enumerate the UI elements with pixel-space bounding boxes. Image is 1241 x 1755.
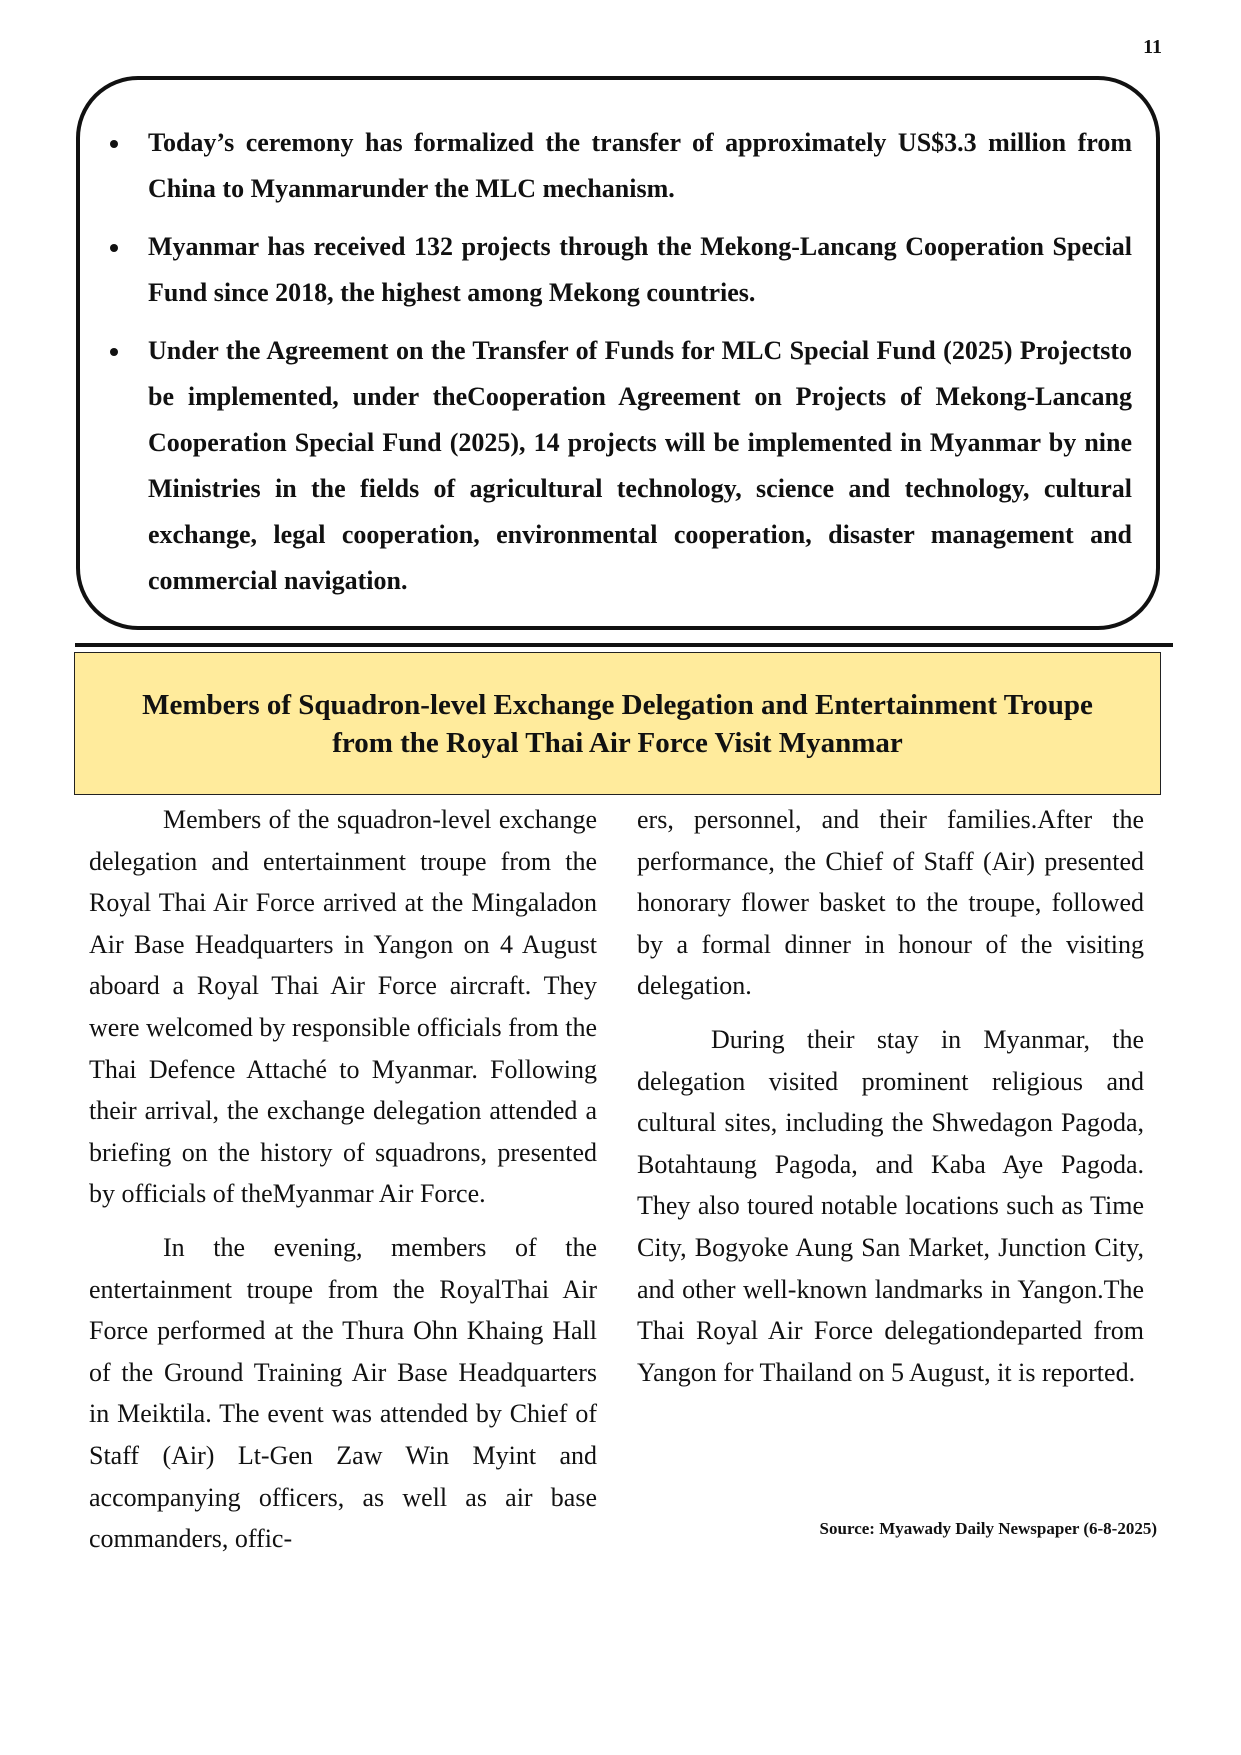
article-headline <box>142 686 1093 762</box>
article-paragraph: ers, personnel, and their families.After the performance, the Chief of Staff (Air) presented honorary flower basket to the troupe, followed by a formal dinner in honour of the visiting delegation. <box>637 805 1144 1001</box>
article-column-left <box>89 799 597 1572</box>
headline-line-2: from the Royal Thai Air Force Visit Myanmar <box>332 726 903 759</box>
article-paragraph: Members of the squadron-level exchange delegation and entertainment troupe from the Royal Thai Air Force arrived at the Mingaladon Air Base Headquarters in Yangon on 4 August aboard a Royal Thai Air Force aircraft. They were welcomed by responsible officials from the Thai Defence Attaché to Myanmar. Following their arrival, the exchange delegation attended a briefing on the history of squadrons, presented by officials of theMyanmar Air Force. <box>89 805 597 1209</box>
highlight-item <box>110 120 1132 212</box>
article-paragraph: During their stay in Myanmar, the delegation visited prominent religious and cultural sites, including the Shwedagon Pagoda, Botahtaung Pagoda, and Kaba Aye Pagoda. They also toured notable locations such as Time City, Bogyoke Aung San Market, Junction City, and other well-known landmarks in Yangon.The Thai Royal Air Force delegationdeparted from Yangon for Thailand on 5 August, it is reported. <box>637 1024 1144 1387</box>
highlights-list <box>110 120 1132 604</box>
bullet-icon <box>110 244 118 252</box>
article-paragraph: In the evening, members of the entertainment troupe from the RoyalThai Air Force performed at the Thura Ohn Khaing Hall of the Ground Training Air Base Headquarters in Meiktila. The event was attended by Chief of Staff (Air) Lt-Gen Zaw Win Myint and accompanying officers, as well as air base commanders, offic- <box>89 1232 597 1554</box>
bullet-icon <box>110 140 118 148</box>
article-column-right <box>637 799 1144 1405</box>
highlight-text: Myanmar has received 132 projects through the Mekong-Lancang Cooperation Special Fund since 2018, the highest among Mekong countries. <box>148 232 1132 307</box>
highlights-box <box>76 76 1160 630</box>
highlight-text: Today’s ceremony has formalized the transfer of approximately US$3.3 million from China to Myanmarunder the MLC mechanism. <box>148 128 1132 203</box>
bullet-icon <box>110 348 118 356</box>
section-divider <box>75 643 1173 647</box>
headline-banner <box>74 652 1161 795</box>
headline-line-1: Members of Squadron-level Exchange Delegation and Entertainment Troupe <box>142 688 1093 721</box>
highlight-text: Under the Agreement on the Transfer of Funds for MLC Special Fund (2025) Projectsto be implemented, under theCooperation Agreement on Projects of Mekong-Lancang Cooperation Special Fund (2025), 14 projects will be implemented in Myanmar by nine Ministries in the fields of agricultural technology, science and technology, cultural exchange, legal cooperation, environmental cooperation, disaster management and commercial navigation. <box>148 336 1132 595</box>
source-credit: Source: Myawady Daily Newspaper (6-8-2025) <box>819 1519 1157 1538</box>
highlight-item <box>110 224 1132 316</box>
page-number: 11 <box>1143 36 1162 58</box>
highlight-item <box>110 328 1132 604</box>
